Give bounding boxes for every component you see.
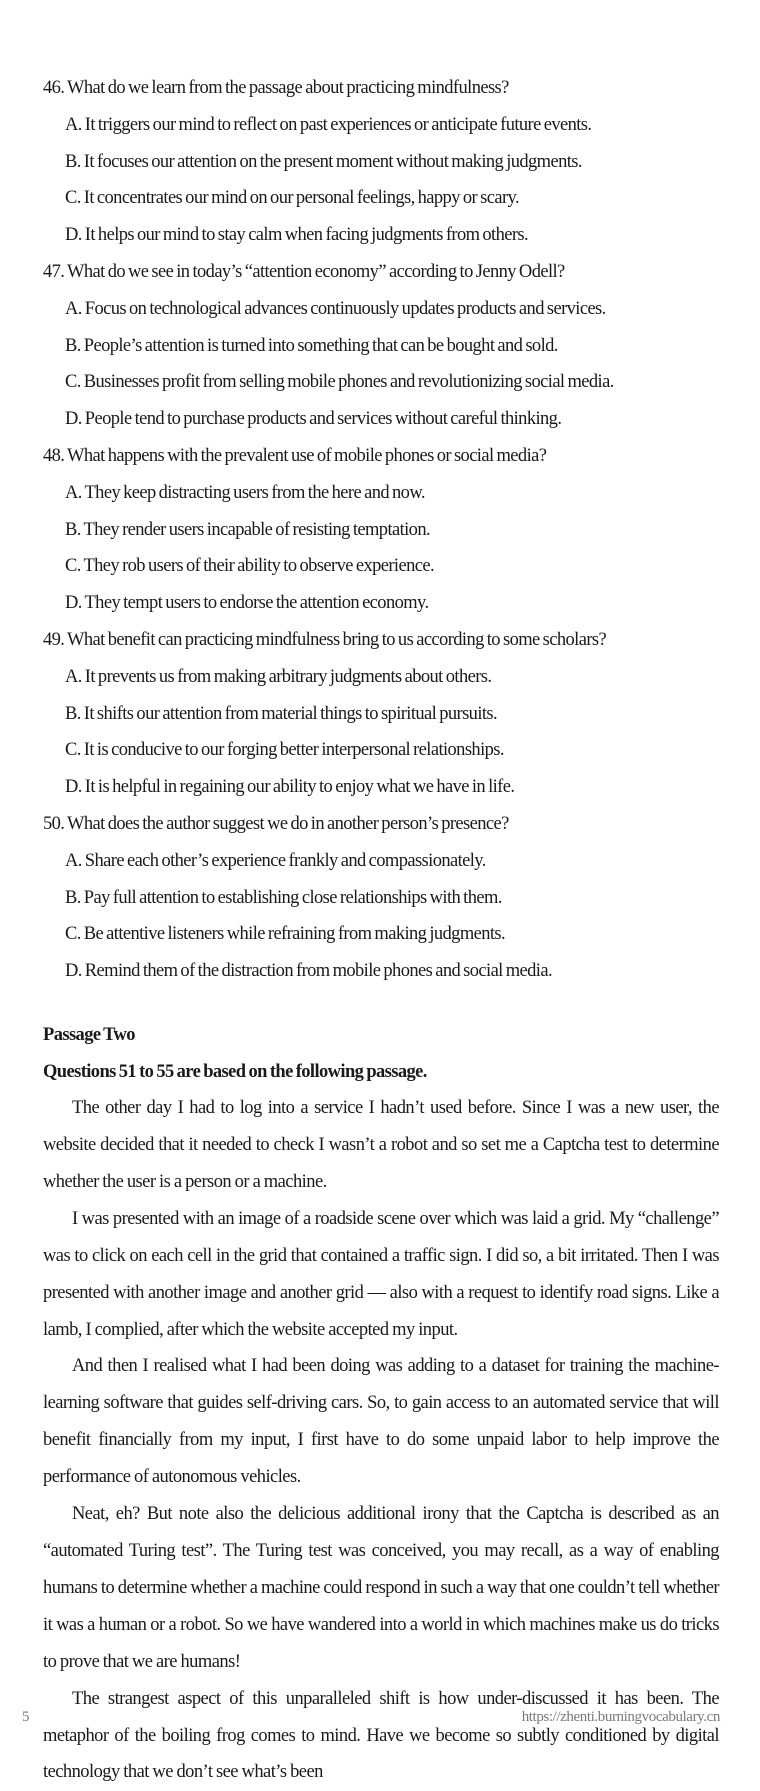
passage-body — [43, 1090, 719, 1791]
passage-paragraph: The strangest aspect of this unparalleled shift is how under-discussed it has been. The metaphor of the boiling frog comes to mind. Have we become so subtly conditioned by digital technology that we don’t see what’s been — [43, 1688, 719, 1783]
passage-instruction: Questions 51 to 55 are based on the following passage. — [43, 1061, 427, 1082]
question-stem: 46. What do we learn from the passage about practicing mindfulness? — [43, 78, 509, 98]
answer-option: A. It prevents us from making arbitrary judgments about others. — [65, 666, 492, 687]
passage-paragraph: I was presented with an image of a roadside scene over which was laid a grid. My “challenge” was to click on each cell in the grid that contained a traffic sign. I did so, a bit irritated. Then I was presented with another image and another grid — also with a request to identify road signs. Like a lamb, I complied, after which the website accepted my input. — [43, 1208, 719, 1340]
answer-option: D. Remind them of the distraction from mobile phones and social media. — [65, 961, 552, 982]
question-stem: 47. What do we see in today’s “attention economy” according to Jenny Odell? — [43, 261, 565, 282]
answer-option: B. It shifts our attention from material things to spiritual pursuits. — [65, 703, 498, 724]
passage-title: Passage Two — [43, 1024, 135, 1045]
answer-option: D. It is helpful in regaining our ability to enjoy what we have in life. — [65, 777, 515, 798]
answer-option: A. It triggers our mind to reflect on past experiences or anticipate future events. — [65, 114, 592, 135]
answer-option: A. Share each other’s experience frankly and compassionately. — [65, 850, 486, 871]
answer-option: B. Pay full attention to establishing close relationships with them. — [65, 887, 502, 908]
passage-paragraph: The other day I had to log into a service I hadn’t used before. Since I was a new user, the website decided that it needed to check I wasn’t a robot and so set me a Captcha test to determine whether the user is a person or a machine. — [43, 1098, 719, 1192]
question-item — [43, 438, 719, 622]
passage-paragraph: Neat, eh? But note also the delicious additional irony that the Captcha is described as an “automated Turing test”. The Turing test was conceived, you may recall, as a way of enabling humans to determine whether a machine could respond in such a way that one couldn’t tell whether it was a human or a robot. So we have wandered into a world in which machines make us do tricks to prove that we are humans! — [43, 1504, 719, 1672]
answer-option: A. They keep distracting users from the here and now. — [65, 482, 425, 503]
answer-option: C. It concentrates our mind on our personal feelings, happy or scary. — [65, 188, 519, 209]
answer-option: A. Focus on technological advances continuously updates products and services. — [65, 298, 606, 319]
question-item — [43, 254, 719, 438]
question-item — [43, 70, 719, 254]
question-item — [43, 806, 719, 990]
answer-option: D. It helps our mind to stay calm when facing judgments from others. — [65, 225, 529, 246]
answer-option: B. It focuses our attention on the present moment without making judgments. — [65, 151, 582, 172]
answer-option: C. They rob users of their ability to observe experience. — [65, 556, 434, 577]
page-number: 5 — [22, 1709, 30, 1725]
answer-option: C. Be attentive listeners while refraining from making judgments. — [65, 924, 506, 945]
question-stem: 48. What happens with the prevalent use of mobile phones or social media? — [43, 445, 547, 466]
answer-option: D. They tempt users to endorse the attention economy. — [65, 593, 429, 614]
answer-option: B. People’s attention is turned into something that can be bought and sold. — [65, 335, 558, 356]
answer-option: C. Businesses profit from selling mobile phones and revolutionizing social media. — [65, 372, 614, 393]
question-list — [43, 70, 719, 990]
answer-option: B. They render users incapable of resisting temptation. — [65, 519, 431, 540]
question-item — [43, 622, 719, 806]
passage-paragraph: And then I realised what I had been doing was adding to a dataset for training the machine-learning software that guides self-driving cars. So, to gain access to an automated service that will benefit financially from my input, I first have to do some unpaid labor to help improve the performance of autonomous vehicles. — [43, 1356, 719, 1488]
page-content — [43, 70, 719, 1791]
answer-option: D. People tend to purchase products and services without careful thinking. — [65, 409, 562, 430]
question-stem: 50. What does the author suggest we do in another person’s presence? — [43, 813, 509, 834]
source-url[interactable]: https://zhenti.burningvocabulary.cn — [521, 1709, 720, 1725]
answer-option: C. It is conducive to our forging better interpersonal relationships. — [65, 740, 504, 761]
question-stem: 49. What benefit can practicing mindfulness bring to us according to some scholars? — [43, 629, 607, 650]
